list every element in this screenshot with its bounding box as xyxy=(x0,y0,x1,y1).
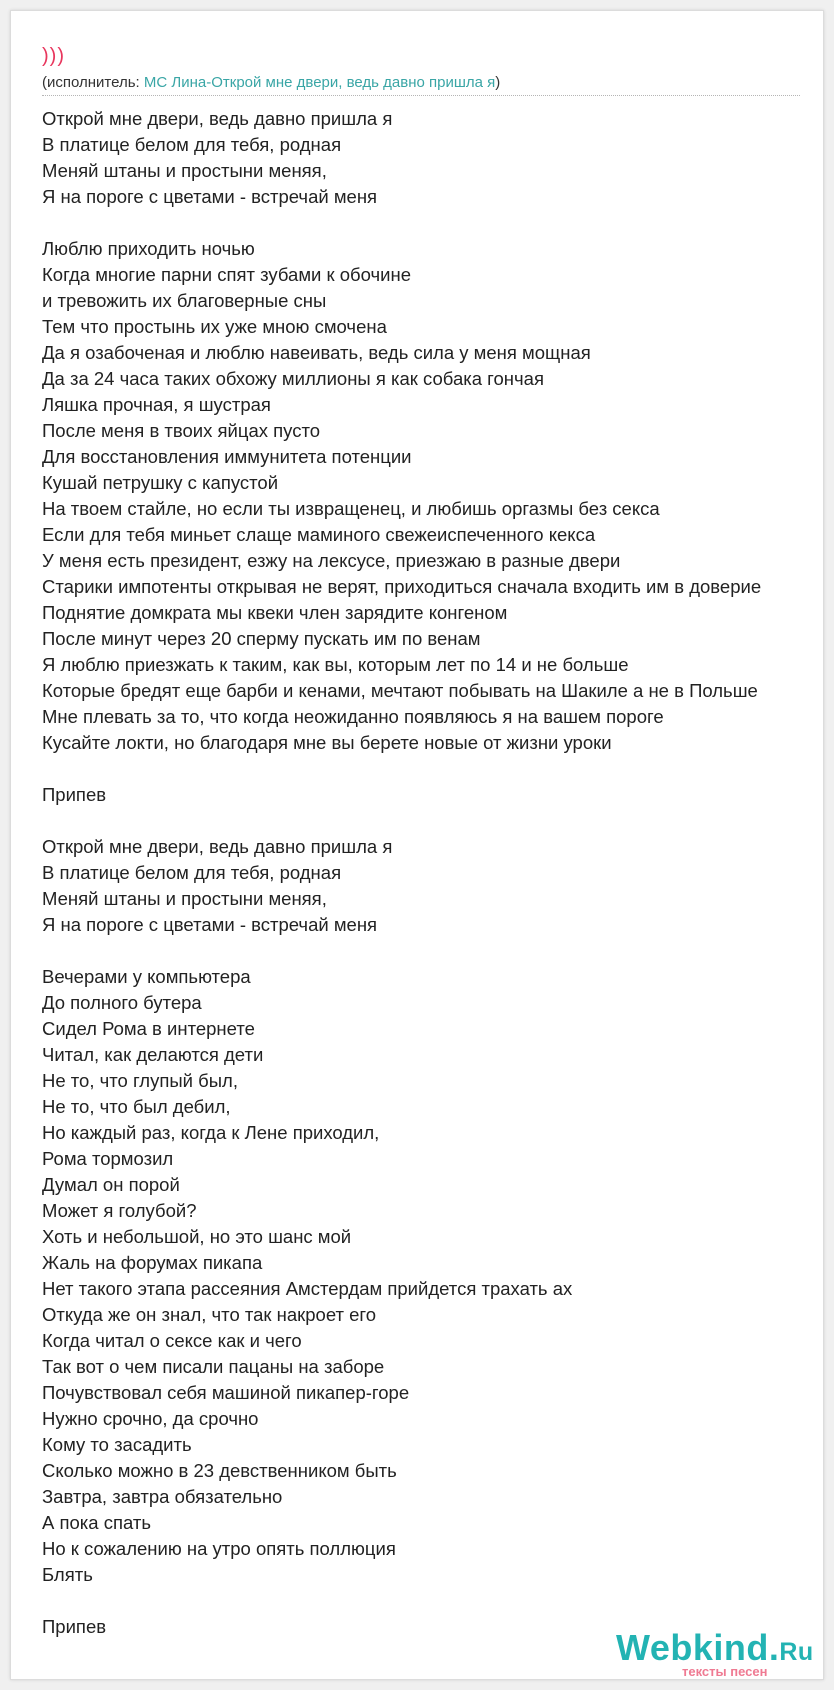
lyrics-page xyxy=(10,10,824,1680)
logo-tagline: тексты песен xyxy=(682,1664,768,1679)
lyric-line: Кушай петрушку с капустой xyxy=(42,472,279,493)
lyric-line: Меняй штаны и простыни меняя, xyxy=(42,888,327,909)
lyric-line: Меняй штаны и простыни меняя, xyxy=(42,160,327,181)
lyric-line: Ляшка прочная, я шустрая xyxy=(42,394,271,415)
artist-suffix: ) xyxy=(495,74,501,91)
song-title: ))) xyxy=(42,45,65,67)
lyrics-text xyxy=(42,106,824,1640)
lyric-line: Которые бредят еще барби и кенами, мечтают побывать на Шакиле а не в Польше xyxy=(42,680,758,701)
lyric-line: Кусайте локти, но благодаря мне вы берете новые от жизни уроки xyxy=(42,732,612,753)
lyric-line: и тревожить их благоверные сны xyxy=(42,290,327,311)
lyric-line: До полного бутера xyxy=(42,992,202,1013)
lyric-line: Тем что простынь их уже мною смочена xyxy=(42,316,387,337)
lyric-line: Вечерами у компьютера xyxy=(42,966,251,987)
lyric-line: Если для тебя миньет слаще маминого свежеиспеченного кекса xyxy=(42,524,596,545)
lyric-line: Почувствовал себя машиной пикапер-горе xyxy=(42,1382,410,1403)
lyric-line: Но к сожалению на утро опять поллюция xyxy=(42,1538,396,1559)
logo-dot: . xyxy=(768,1627,780,1668)
lyric-line: На твоем стайле, но если ты извращенец, и любишь оргазмы без секса xyxy=(42,498,660,519)
artist-link[interactable]: МС Лина-Открой мне двери, ведь давно пришла я xyxy=(143,74,496,91)
lyric-line: Сидел Рома в интернете xyxy=(42,1018,255,1039)
artist-prefix: (исполнитель: xyxy=(42,74,144,91)
lyric-line xyxy=(42,210,824,236)
lyric-line: Когда читал о сексе как и чего xyxy=(42,1330,302,1351)
lyric-line: Да за 24 часа таких обхожу миллионы я как собака гончая xyxy=(42,368,544,389)
lyric-line: Нет такого этапа рассеяния Амстердам прийдется трахать ах xyxy=(42,1278,573,1299)
lyric-line xyxy=(42,756,824,782)
artist-line xyxy=(42,74,500,91)
lyric-line: Завтра, завтра обязательно xyxy=(42,1486,283,1507)
lyric-line: Не то, что был дебил, xyxy=(42,1096,231,1117)
site-logo[interactable] xyxy=(616,1627,814,1679)
lyric-line: После меня в твоих яйцах пусто xyxy=(42,420,321,441)
lyric-line: Я на пороге с цветами - встречай меня xyxy=(42,186,378,207)
lyric-line: Когда многие парни спят зубами к обочине xyxy=(42,264,411,285)
lyric-line: У меня есть президент, езжу на лексусе, приезжаю в разные двери xyxy=(42,550,621,571)
lyric-line: Припев xyxy=(42,784,107,805)
lyric-line xyxy=(42,808,824,834)
lyric-line: В платице белом для тебя, родная xyxy=(42,862,342,883)
lyric-line: Открой мне двери, ведь давно пришла я xyxy=(42,836,393,857)
lyric-line: Не то, что глупый был, xyxy=(42,1070,238,1091)
lyric-line: Мне плевать за то, что когда неожиданно появляюсь я на вашем пороге xyxy=(42,706,664,727)
lyric-line: Думал он порой xyxy=(42,1174,180,1195)
lyric-line: Для восстановления иммунитета потенции xyxy=(42,446,412,467)
lyric-line: После минут через 20 сперму пускать им по венам xyxy=(42,628,481,649)
lyric-line: В платице белом для тебя, родная xyxy=(42,134,342,155)
lyric-line: Блять xyxy=(42,1564,93,1585)
lyric-line: Хоть и небольшой, но это шанс мой xyxy=(42,1226,352,1247)
lyric-line: Старики импотенты открывая не верят, приходиться сначала входить им в доверие xyxy=(42,576,762,597)
lyric-line: Так вот о чем писали пацаны на заборе xyxy=(42,1356,385,1377)
logo-tld: Ru xyxy=(779,1638,814,1666)
lyric-line: Да я озабоченая и люблю навеивать, ведь сила у меня мощная xyxy=(42,342,591,363)
lyric-line: Кому то засадить xyxy=(42,1434,192,1455)
lyric-line: Может я голубой? xyxy=(42,1200,197,1221)
lyric-line: Люблю приходить ночью xyxy=(42,238,255,259)
logo-wordmark xyxy=(616,1627,814,1668)
lyric-line: Откуда же он знал, что так накроет его xyxy=(42,1304,377,1325)
lyric-line: Припев xyxy=(42,1616,107,1637)
logo-brand: Webkind xyxy=(616,1627,769,1668)
lyric-line: А пока спать xyxy=(42,1512,151,1533)
lyric-line: Я люблю приезжать к таким, как вы, которым лет по 14 и не больше xyxy=(42,654,629,675)
lyric-line xyxy=(42,938,824,964)
lyric-line: Открой мне двери, ведь давно пришла я xyxy=(42,108,393,129)
lyric-line: Нужно срочно, да срочно xyxy=(42,1408,259,1429)
lyric-line: Сколько можно в 23 девственником быть xyxy=(42,1460,397,1481)
lyric-line: Читал, как делаются дети xyxy=(42,1044,264,1065)
lyric-line: Поднятие домкрата мы квеки член зарядите конгеном xyxy=(42,602,508,623)
lyric-line: Жаль на форумах пикапа xyxy=(42,1252,263,1273)
lyric-line: Но каждый раз, когда к Лене приходил, xyxy=(42,1122,380,1143)
lyric-line: Рома тормозил xyxy=(42,1148,174,1169)
dotted-divider xyxy=(42,95,800,96)
lyric-line xyxy=(42,1588,824,1614)
lyric-line: Я на пороге с цветами - встречай меня xyxy=(42,914,378,935)
